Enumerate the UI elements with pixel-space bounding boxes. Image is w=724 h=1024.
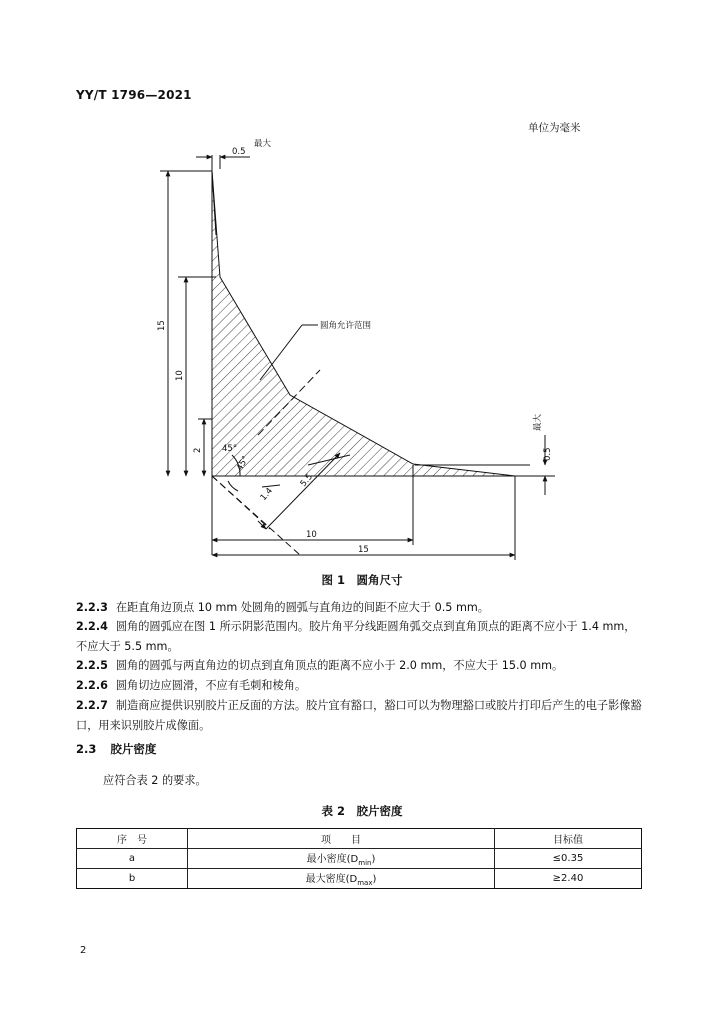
cell-target: ≥2.40 [495,869,642,889]
clause-number: 2.2.3 [76,601,108,614]
clause-text: 圆角的圆弧应在图 1 所示阴影范围内。胶片角平分线距圆角弧交点到直角顶点的距离不应小于 1.4 mm，不应大于 5.5 mm。 [76,620,636,653]
clause-2-2-5 [76,656,646,676]
clause-2-2-3 [76,598,646,618]
item-text: 最大密度(D [305,874,358,885]
clause-text: 圆角的圆弧与两直角边的切点到直角顶点的距离不应小于 2.0 mm，不应大于 15.0 mm。 [115,659,564,672]
label-dim-1-4: 1.4 [258,486,275,503]
cell-target: ≤0.35 [495,849,642,869]
rounded-corner-figure [140,135,560,565]
table-caption: 表 2 胶片密度 [321,804,403,818]
section-title: 胶片密度 [110,742,157,756]
section-heading [76,741,170,757]
label-angle-45-b: 45° [234,454,252,473]
label-dim-5-5: 5.5 [298,472,315,489]
item-close: ) [371,854,376,865]
clause-2-2-6 [76,676,646,696]
item-subscript: min [358,859,372,867]
standard-number: YY/T 1796—2021 [76,88,192,102]
section-number: 2.3 [76,742,97,756]
page-number: 2 [80,945,87,956]
cell-item [188,869,495,889]
table-row [77,849,642,869]
table-row [77,869,642,889]
cell-seq: a [77,849,188,869]
clause-text: 圆角切边应圆滑，不应有毛刺和棱角。 [115,679,307,692]
clause-2-2-4 [76,617,646,656]
section-requirement: 应符合表 2 的要求。 [103,774,207,787]
header-item: 项 目 [188,829,495,849]
clause-number: 2.2.6 [76,679,108,692]
header-seq: 序 号 [77,829,188,849]
clause-text: 制造商应提供识别胶片正反面的方法。胶片宜有豁口，豁口可以为物理豁口或胶片打印后产生的电子影像豁口，用来识别胶片成像面。 [76,699,642,732]
clause-number: 2.2.4 [76,620,108,633]
cell-seq: b [77,869,188,889]
label-dim-2-vertical: 2 [193,447,203,453]
label-dim-15-vertical: 15 [157,320,167,331]
label-angle-45-a: 45° [222,444,238,454]
header-target: 目标值 [495,829,642,849]
density-table [76,828,642,889]
item-close: ) [372,874,377,885]
label-dim-top: 0.5 [232,147,246,157]
figure-caption: 图 1 圆角尺寸 [321,573,403,587]
item-text: 最小密度(D [306,854,359,865]
label-dim-10-horizontal: 10 [306,530,317,540]
clause-2-2-7 [76,696,646,735]
item-subscript: max [357,879,373,887]
label-max-top: 最大 [254,139,272,149]
label-range: 圆角允许范围 [320,321,372,331]
table-header-row [77,829,642,849]
label-dim-10-vertical: 10 [175,370,185,381]
unit-note: 单位为毫米 [528,122,581,134]
label-dim-right: 0.5 [543,447,553,461]
label-max-right: 最大 [533,413,543,431]
label-dim-15-horizontal: 15 [358,545,369,555]
cell-item [188,849,495,869]
clause-number: 2.2.7 [76,699,108,712]
clause-text: 在距直角边顶点 10 mm 处圆角的圆弧与直角边的间距不应大于 0.5 mm。 [115,601,489,614]
clause-number: 2.2.5 [76,659,108,672]
